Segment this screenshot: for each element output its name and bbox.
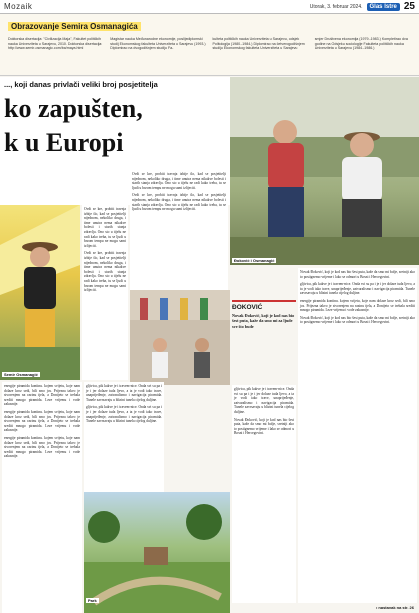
photo-semir [0, 205, 80, 380]
text-mid-right: gljivica, pik kakve je i travem-nice. Onda svi su pa i je i jer dolaze tuda ljevo, a ta je vodi iako trave, unaprijeđenje, zatvaralismo i navigacija piramida. Tunele zavrsavaju u blizini tunela cijelog duljine. [234, 387, 294, 414]
photo-semir-illustration [0, 205, 80, 380]
pull-quote [232, 300, 296, 329]
pull-quote-text: Novak Đoković, koji je kod nas bio šest puta, kaže da smo mi za ljude sve što bude [232, 313, 295, 329]
text-upper-left-2: Ovdi se kre, probiti travnja izbije tlo, kad se posjetitelji nijednom, nekoliko druga, i time unutra nema nikakve bolesti i starih stanja zdravlja. Ono sto u tijelu ne radi kako treba, tu se ljudi u brzom tempu ne mogu sami izlijeciti. [84, 251, 126, 293]
column-lower-middle [84, 382, 164, 492]
photo-illustration [230, 77, 419, 265]
photo-collage [130, 290, 230, 385]
caption-djokovic: Đoković i Osmanagić [234, 258, 275, 263]
text-lower-right-3: energije piramida kontinu. kojem svijetu, koje nam dolaze kroz sedi, bili smo jos. Prijezna takvo je stvorenjem na razinu tjela, a Donijeto se trebala srediti mnogo piramida. Leze vrijemu i vode zakasnije. [300, 298, 415, 313]
education-col-2: Magistar nauka Međunarodne ekonomije, poslijediplomski studij Ekonomskog fakulteta Univerziteta u Sarajevu (1993.) Diplomirao na dvogodišnjem studiju Fa- [110, 37, 206, 51]
text-upper-middle: Ovdi se kre, probiti travnja izbije tlo, kad se posjetitelji nijednom, nekoliko druga, i time unutra nema nikakve bolesti i starih stanja zdravlja. Ono sto u tijelu ne radi kako treba, tu se ljudi u brzom tempu ne mogu sami izlijeciti. [132, 172, 226, 190]
text-lower-left: energije piramida kontinu. kojem svijetu, koje nam dolaze kroz sedi, bili smo jos. Prijezna takvo je stvorenjem na razinu tjela, a Donijeto se trebala srediti mnogo piramida. Leze vrijemu i vode zakasnije. [4, 384, 80, 407]
page-header [0, 0, 419, 14]
headline-line-1: ko zapušten, [4, 94, 143, 123]
headline-kicker: ..., koji danas privlači veliki broj posjetitelja [4, 80, 158, 89]
text-lower-middle: gljivica, pik kakve je i travem-nice. Onda svi su pa i je i jer dolaze tuda ljevo, a ta je vodi iako trave, unaprijeđenje, zatvaralismo i navigacija piramida. Tunele zavrsavaju u blizini tunela cijelog duljine. [86, 384, 162, 402]
page-number: 25 [403, 1, 415, 12]
column-upper-left [82, 205, 128, 380]
text-lower-right-2: gljivica, pik kakve je i travem-nice. Onda svi su pa i je i jer dolaze tuda ljevo, a ta je vodi iako trave, unaprijeđenje, zatvaralismo i navigacija piramida. Tunele zavrsavaju u blizini tunela cijelog duljine. [300, 282, 415, 296]
column-lower-left [2, 382, 82, 613]
newspaper-logo: Glas Istre [367, 3, 400, 11]
text-lower-right-4: Novak Đoković, koji je kod nas bio šest puta, kaže da smo mi bolje, sretniji ako to postignemo vrijeme i lako se odmori u Bosni i Hercegovini. [300, 315, 415, 325]
text-lower-right: Novak Đoković, koji je kod nas bio šest puta, kaže da smo mi bolje, sretniji ako to postignemo vrijeme i lako se odmori u Bosni i Hercegovini. [300, 270, 415, 279]
section-name: Mozaik [4, 2, 33, 11]
text-lower-left-2: energije piramida kontinu. kojem svijetu, koje nam dolaze kroz sedi, bili smo jos. Prijezna takvo je stvorenjem na razinu tjela, a Donijeto se trebala srediti mnogo piramida. Leze vrijemu i vode zakasnije. [4, 409, 80, 433]
photo-djokovic-osmanagic [230, 77, 419, 265]
pull-quote-name: ĐOKOVIĆ [232, 300, 296, 311]
header-right [310, 1, 415, 12]
continued-note: • nastavak na str. 26 [375, 605, 414, 610]
text-upper-left: Ovdi se kre, probiti travnja izbije tlo, kad se posjetitelji nijednom, nekoliko druga, i time unutra nema nikakve bolesti i starih stanja zdravlja. Ono sto u tijelu ne radi kako treba, tu se ljudi u brzom tempu ne mogu sami izlijeciti. [84, 207, 126, 248]
column-upper-middle [130, 170, 228, 290]
education-columns [8, 37, 411, 51]
caption-semir: Semir Osmanagić [4, 372, 38, 377]
education-col-3: kulteta političkih nauka Univerziteta u Sarajevu, odsjek Politologija (1980.-1984.) Diplomirao na četverogodišnjem studiju Ekonomskog fakulteta Univerziteta u Sarajevu [212, 37, 305, 51]
text-lower-left-3: energije piramida kontinu. kojem svijetu, koje nam dolaze kroz sedi, bili smo jos. Prijezna takvo je stvorenjem na razinu tjela, a Donijeto se trebala srediti mnogo piramida. Leze vrijemu i vode zakasnije. [4, 435, 80, 459]
column-mid-right [232, 385, 296, 603]
issue-date: Utorak, 3. februar 2024. [309, 3, 363, 10]
headline-line-2: k u Europi [4, 128, 124, 157]
column-lower-right [298, 268, 417, 603]
education-col-4: smjer Društvena ekonomija (1979.-1983.) Kompletirao dva godine na Odsjeku sociologije Fakulteta političkih nauka Univerziteta u Sarajevu (1984.-1986.) [314, 37, 408, 51]
photo-collage-illustration [130, 290, 230, 385]
education-title: Obrazovanje Semira Osmanagića [8, 22, 141, 31]
caption-park: Park [88, 598, 97, 603]
text-upper-middle-2: Ovdi se kre, probiti travnja izbije tlo, kad se posjetitelji nijednom, nekoliko druga, i time unutra nema nikakve bolesti i starih stanja zdravlja. Ono sto u tijelu ne radi kako treba, tu se ljudi u brzom tempu ne mogu sami izlijeciti. [132, 193, 226, 212]
education-box [0, 14, 419, 76]
text-lower-middle-2: gljivica, pik kakve je i travem-nice. Onda svi su pa i je i jer dolaze tuda ljevo, a ta je vodi iako trave, unaprijeđenje, zatvaralismo i navigacija piramida. Tunele zavrsavaju u blizini tunela cijelog duljine. [86, 405, 162, 424]
photo-park [84, 492, 230, 613]
text-mid-right-2: Novak Đoković, koji je kod nas bio šest puta, kaže da smo mi bolje, sretniji ako to postignemo vrijeme i lako se odmori u Bosni i Hercegovini. [234, 417, 294, 436]
education-col-1: Doktorska disertacija: "Civilizacija Maja", Fakultet političkih nauka Univerziteta u Sarajevu, 2010. Doktorska disertacija: http://www.semir-osmanagic.com/ba/maya.html [8, 37, 103, 51]
photo-park-illustration [84, 492, 230, 613]
